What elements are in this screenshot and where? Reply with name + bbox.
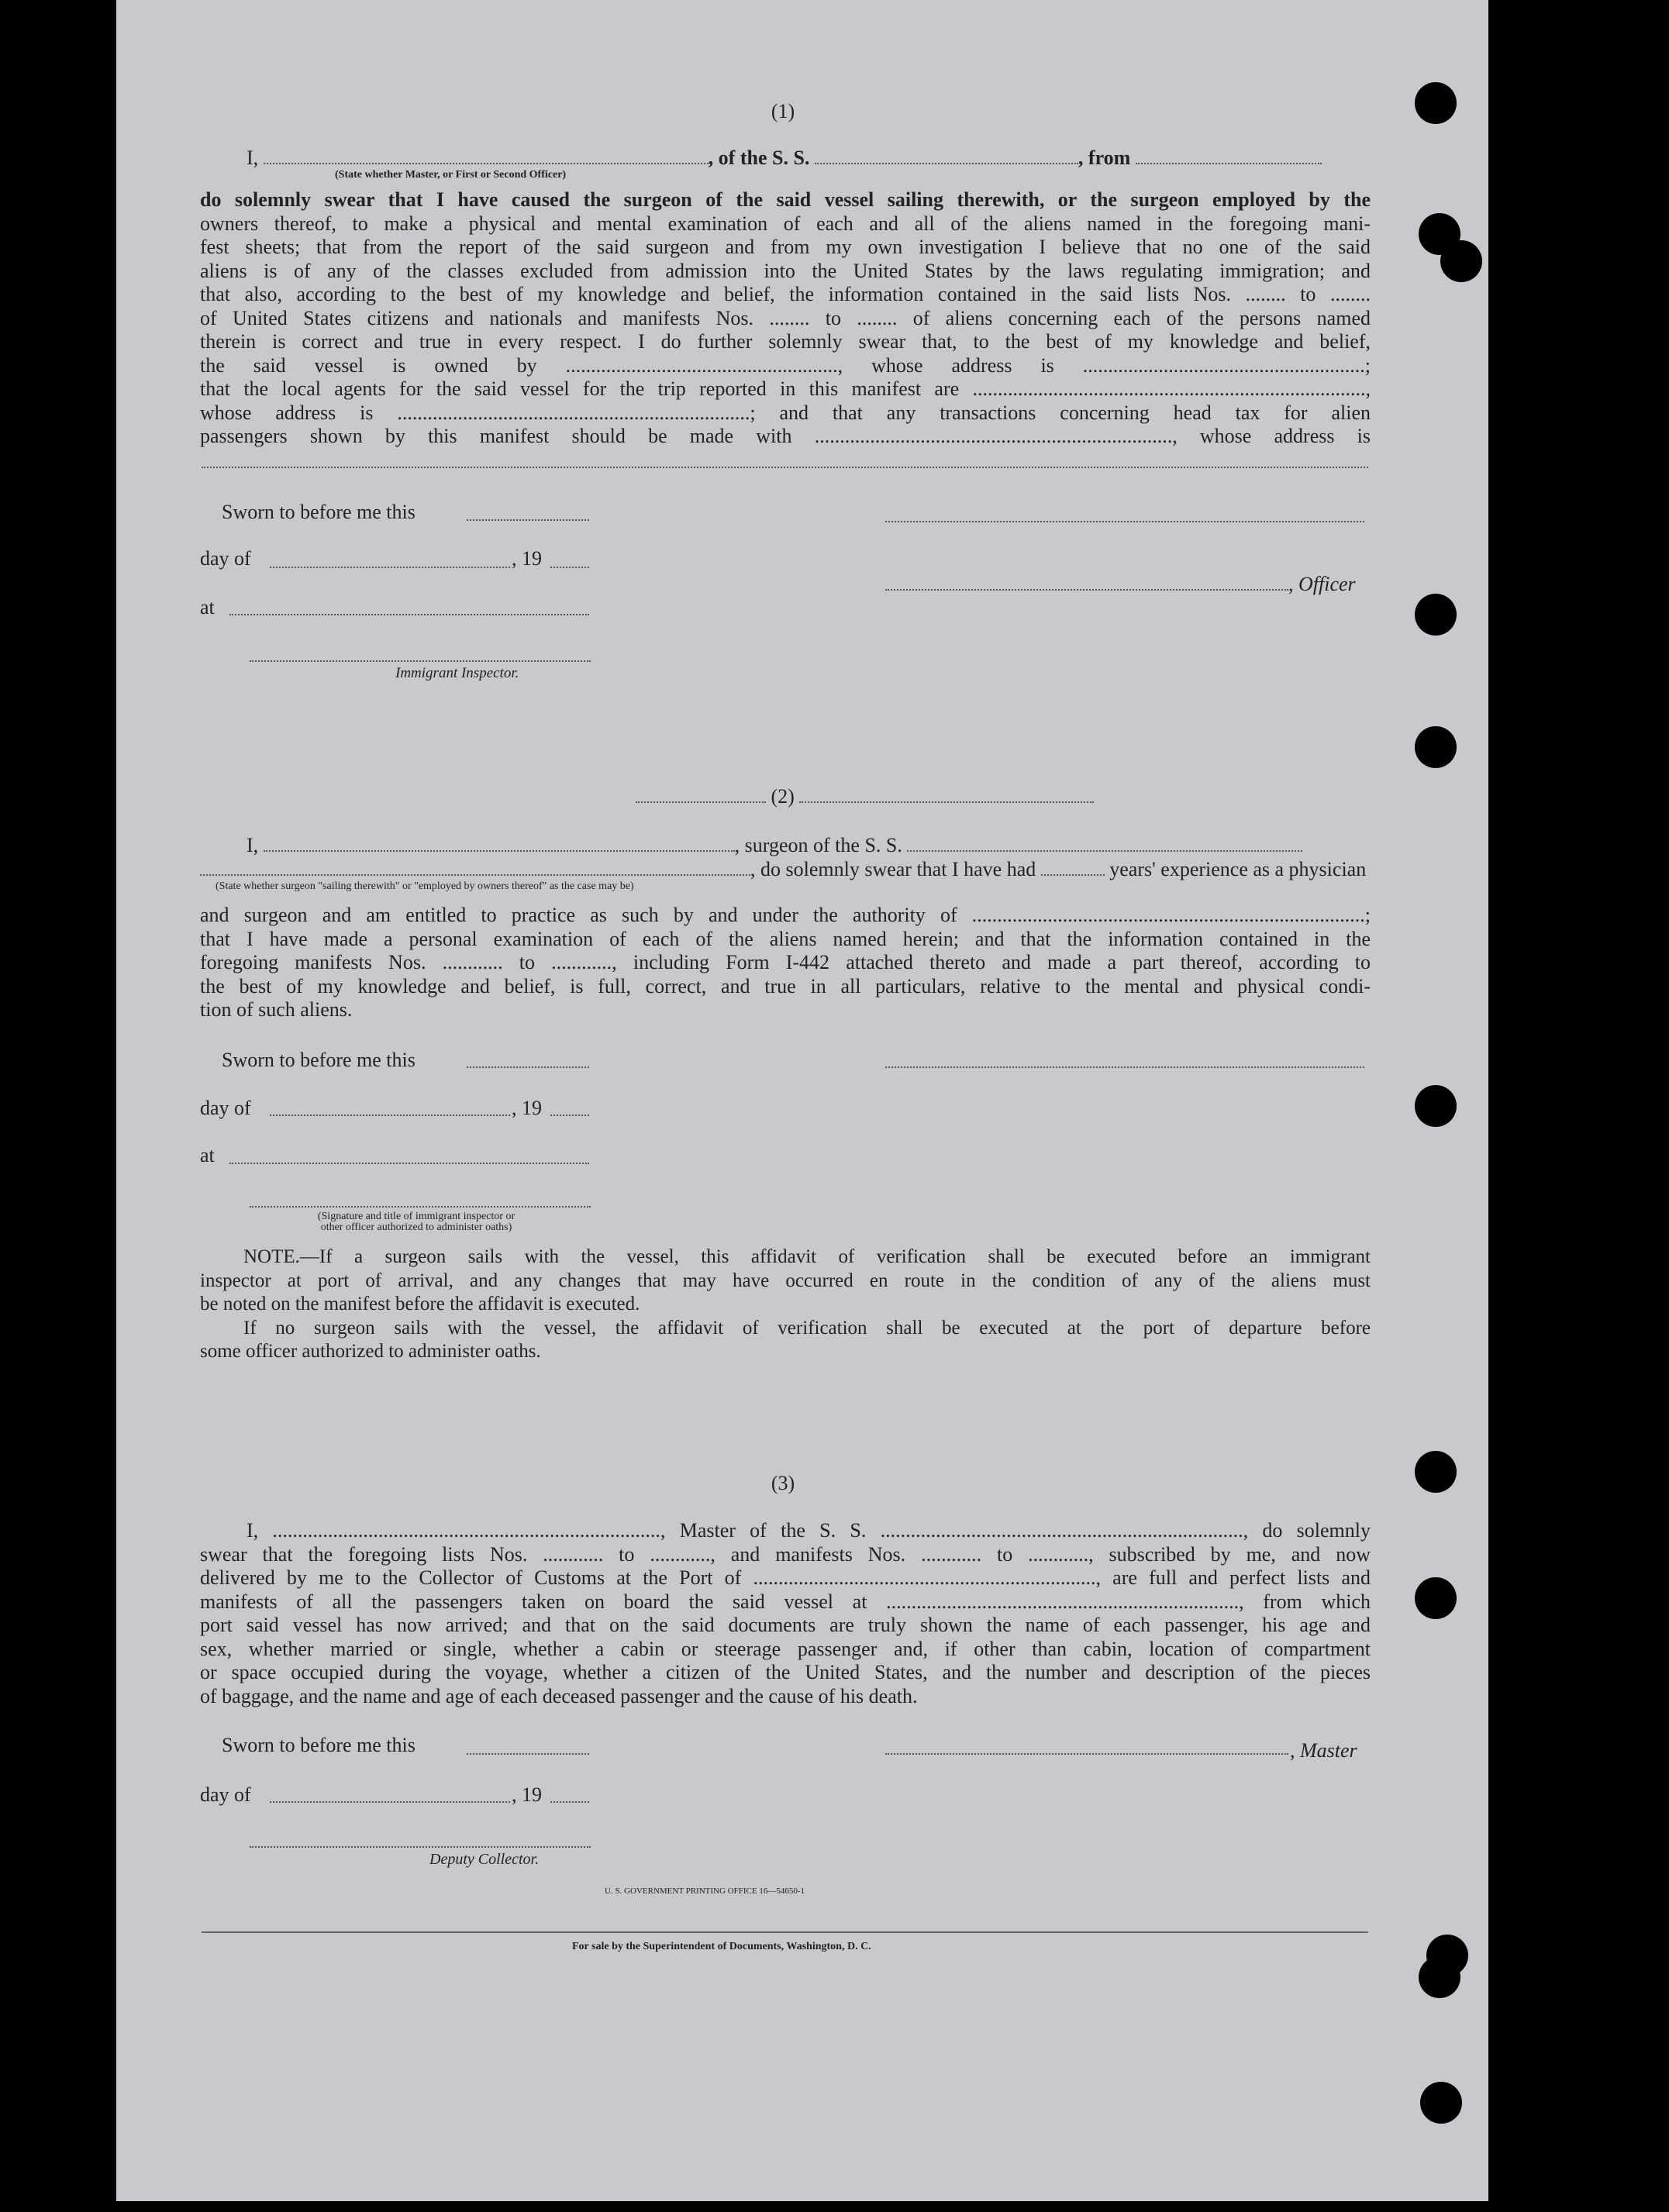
leader-dots	[636, 784, 766, 803]
note-paragraph	[200, 1246, 1371, 1364]
of-ss-label: , of the S. S.	[708, 146, 810, 169]
punch-hole	[1419, 1956, 1460, 1998]
section-2-body	[200, 904, 1371, 1022]
body-line: fest sheets; that from the report of the said surgeon and from my own investigation I believe that no one of the said	[200, 236, 1371, 258]
printing-office-imprint: U. S. GOVERNMENT PRINTING OFFICE 16—54650-1	[605, 1886, 805, 1896]
punch-hole	[1415, 1577, 1457, 1619]
surgeon-status-field[interactable]	[200, 857, 750, 876]
body-line: passengers shown by this manifest should be made with ......................................................................., whose address is	[200, 425, 1371, 447]
year-label-2: , 19	[512, 1097, 542, 1119]
body-line: swear that the foregoing lists Nos. ............ to ............, and manifests Nos. ............ to ............, subscribed by me, and now	[200, 1542, 1371, 1566]
day-of-field[interactable]	[270, 567, 510, 568]
body-line: that also, according to the best of my knowledge and belief, the information contained in the said lists Nos. ........ to ........	[200, 283, 1371, 305]
sworn-date-field[interactable]	[467, 519, 589, 521]
at-label-2: at	[200, 1144, 215, 1166]
note-line: some officer authorized to administer oaths.	[200, 1341, 541, 1362]
day-of-field-2[interactable]	[270, 1115, 510, 1116]
body-line: port said vessel has now arrived; and that on the said documents are truly shown the name of each passenger, his age and	[200, 1614, 1371, 1636]
day-of-label-2: day of	[200, 1097, 251, 1119]
body-line: of United States citizens and nationals and manifests Nos. ........ to ........ of aliens concerning each of the persons named	[200, 306, 1371, 329]
body-line: whose address is ......................................................................; and that any transactions concerning head tax for alien	[200, 401, 1371, 424]
section-3-number: (3)	[771, 1472, 795, 1494]
body-line: tion of such aliens.	[200, 998, 353, 1021]
state-officer-note: (State whether Master, or First or Second Officer)	[335, 169, 567, 181]
body-line: that the local agents for the said vessel for the trip reported in this manifest are ..............................................................................,	[200, 377, 1371, 400]
year-label-3: , 19	[512, 1783, 542, 1806]
punch-hole	[1415, 1451, 1457, 1493]
officer-signature-line-3[interactable]	[250, 1206, 591, 1208]
deputy-signature-line[interactable]	[250, 1846, 591, 1848]
body-line: I, ............................................................................., Master of the S. S. ........................................................................, do solemnly	[247, 1519, 1371, 1542]
sworn-label-2: Sworn to before me this	[222, 1049, 416, 1071]
surgeon-status-note: (State whether surgeon "sailing therewith" or "employed by owners thereof" as the case may be)	[216, 880, 634, 892]
i-label: I,	[247, 146, 259, 169]
form-page	[116, 0, 1488, 2201]
deputy-collector-label: Deputy Collector.	[429, 1851, 540, 1868]
body-line: or space occupied during the voyage, whether a citizen of the United States, and the number and description of the pieces	[200, 1661, 1371, 1683]
punch-hole	[1415, 594, 1457, 636]
ship-name-field-2[interactable]	[907, 833, 1302, 852]
section-1-body	[200, 188, 1371, 449]
day-of-field-3[interactable]	[270, 1801, 510, 1803]
section-2-line-1	[247, 833, 1302, 857]
for-sale-notice: For sale by the Superintendent of Documents, Washington, D. C.	[572, 1941, 871, 1952]
section-2-number: (2)	[771, 785, 795, 808]
body-line: do solemnly swear that I have caused the surgeon of the said vessel sailing therewith, or the surgeon employed by the	[200, 188, 1371, 211]
surgeon-name-field[interactable]	[264, 833, 735, 852]
body-line: and surgeon and am entitled to practice as such by and under the authority of ..............................................................................;	[200, 904, 1371, 926]
body-line: of baggage, and the name and age of each deceased passenger and the cause of his death.	[200, 1684, 918, 1707]
section-1-number: (1)	[771, 100, 795, 122]
master-label: , Master	[1290, 1739, 1357, 1762]
footer-rule	[202, 1931, 1368, 1933]
years-field[interactable]	[1041, 857, 1105, 876]
from-port-field[interactable]	[1136, 146, 1322, 164]
inspector-signature-line[interactable]	[250, 660, 591, 662]
i-label: I,	[247, 834, 259, 856]
section-2-line-2	[200, 857, 1366, 881]
year-field-3[interactable]	[550, 1801, 589, 1803]
surgeon-signature-line[interactable]	[885, 1066, 1364, 1068]
punch-hole	[1415, 726, 1457, 768]
immigrant-inspector-label: Immigrant Inspector.	[395, 665, 519, 681]
punch-hole	[1415, 1085, 1457, 1127]
section-3-body	[200, 1519, 1371, 1708]
ship-name-field[interactable]	[815, 146, 1078, 164]
punch-hole	[1440, 240, 1482, 282]
sworn-label-3: Sworn to before me this	[222, 1734, 416, 1756]
officer-label: , Officer	[1288, 573, 1356, 595]
from-label: , from	[1078, 146, 1131, 169]
body-line: the best of my knowledge and belief, is full, correct, and true in all particulars, relative to the mental and physical condi-	[200, 974, 1371, 997]
body-line: delivered by me to the Collector of Customs at the Port of ...................................................................., are full and perfect lists and	[200, 1566, 1371, 1589]
surgeon-of-label: , surgeon of the S. S.	[734, 834, 902, 856]
year-field-2[interactable]	[550, 1115, 589, 1116]
officer-name-field[interactable]	[264, 146, 709, 164]
body-line: that I have made a personal examination of each of the aliens named herein; and that the information contained in the	[200, 927, 1371, 950]
at-field[interactable]	[229, 614, 589, 615]
at-field-2[interactable]	[229, 1163, 589, 1164]
punch-hole	[1415, 82, 1457, 124]
at-label-1: at	[200, 596, 215, 618]
body-line: therein is correct and true in every respect. I do further solemnly swear that, to the best of my knowledge and belief,	[200, 330, 1371, 353]
years-experience-label: years' experience as a physician	[1109, 858, 1367, 880]
year-label-1: , 19	[512, 547, 542, 570]
do-solemnly-label: , do solemnly swear that I have had	[750, 858, 1036, 880]
day-of-label-1: day of	[200, 547, 251, 570]
note-line: If no surgeon sails with the vessel, the affidavit of verification shall be executed at the port of departure before	[243, 1317, 1371, 1339]
body-line: owners thereof, to make a physical and mental examination of each and all of the aliens named in the foregoing mani-	[200, 212, 1371, 235]
body-line: sex, whether married or single, whether a cabin or steerage passenger and, if other than cabin, location of compartment	[200, 1637, 1371, 1660]
leader-dots	[799, 784, 1094, 803]
sworn-label-1: Sworn to before me this	[222, 501, 416, 523]
body-line: foregoing manifests Nos. ............ to ............, including Form I-442 attached thereto and made a part thereof, according to	[200, 951, 1371, 973]
body-line: the said vessel is owned by ......................................................, whose address is ........................................................;	[200, 353, 1371, 377]
punch-hole	[1420, 2082, 1462, 2124]
body-line: aliens is of any of the classes excluded from admission into the United States by the laws regulating immigration; and	[200, 259, 1371, 282]
section-2-header	[636, 784, 1225, 808]
officer-signature-line[interactable]	[885, 521, 1364, 522]
note-line: NOTE.—If a surgeon sails with the vessel, this affidavit of verification shall be executed before an immigrant	[243, 1246, 1371, 1267]
day-of-label-3: day of	[200, 1783, 251, 1806]
officer-signature-line-2[interactable]	[885, 589, 1288, 591]
master-signature-line[interactable]	[885, 1753, 1288, 1755]
continuation-line[interactable]	[202, 467, 1368, 468]
note-line: inspector at port of arrival, and any changes that may have occurred en route in the condition of any of the aliens must	[200, 1270, 1371, 1291]
signature-note-line-1: (Signature and title of immigrant inspector or	[317, 1211, 516, 1222]
sworn-date-field-2[interactable]	[467, 1066, 589, 1068]
year-field[interactable]	[550, 567, 589, 568]
body-line: manifests of all the passengers taken on board the said vessel at ......................................................................, from which	[200, 1590, 1371, 1613]
sworn-date-field-3[interactable]	[467, 1753, 589, 1755]
note-line: be noted on the manifest before the affidavit is executed.	[200, 1294, 640, 1314]
signature-note-line-2: other officer authorized to administer oaths)	[320, 1221, 512, 1233]
section-1-line-1	[247, 146, 1371, 170]
